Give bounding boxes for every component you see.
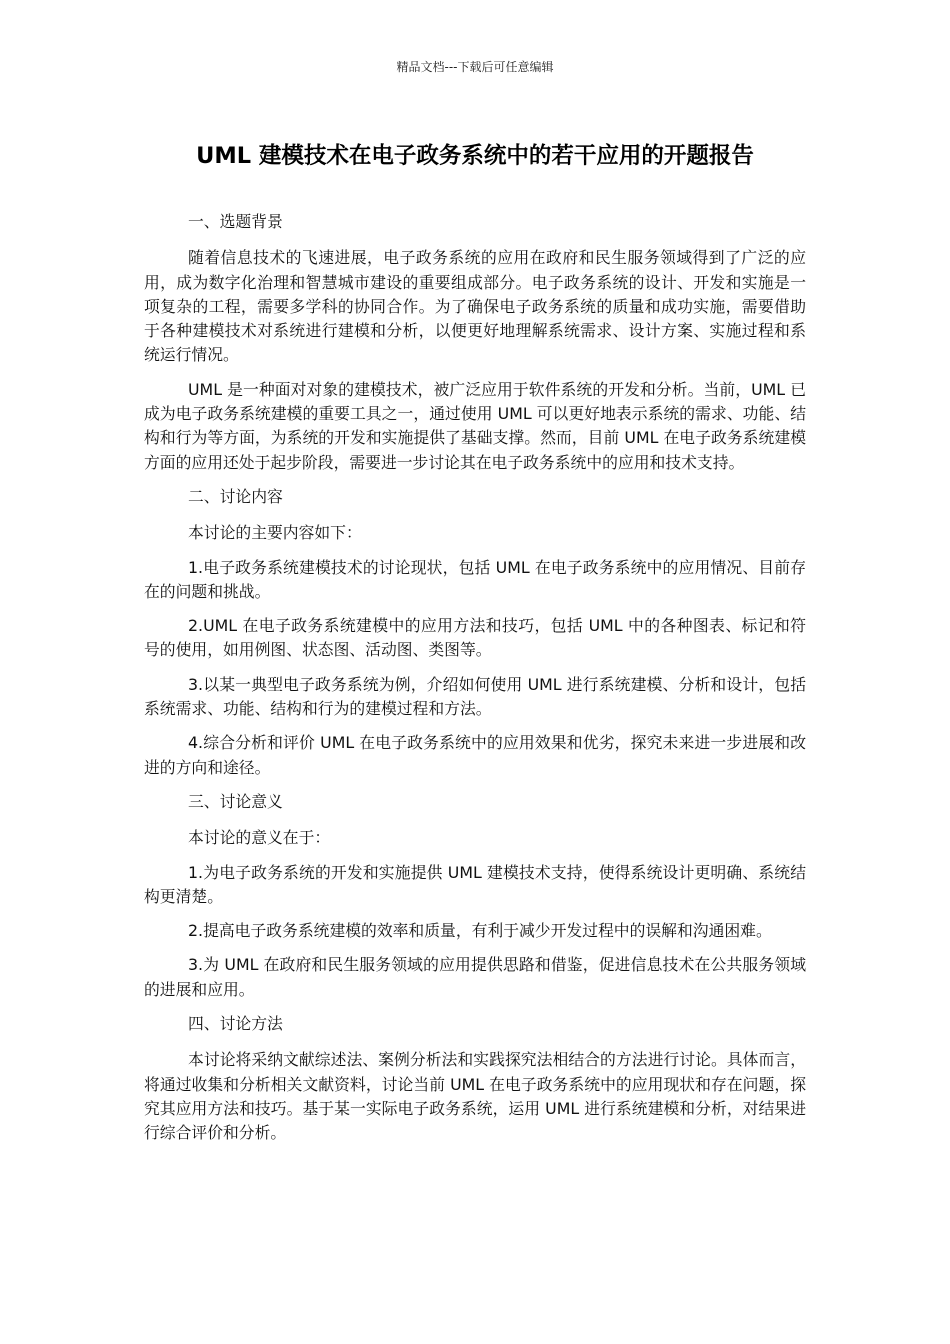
section-heading-background: 一、选题背景 <box>188 212 283 231</box>
paragraph: UML 是一种面对对象的建模技术，被广泛应用于软件系统的开发和分析。当前，UML 已成为电子政务系统建模的重要工具之一，通过使用 UML 可以更好地表示系统的需求、功能、结构和行为等方面，为系统的开发和实施提供了基础支撑。然而，目前 UML 在电子政务系统建模方面的应用还处于起步阶段，需要进一步讨论其在电子政务系统中的应用和技术支持。 <box>144 379 806 472</box>
list-item: 1.电子政务系统建模技术的讨论现状，包括 UML 在电子政务系统中的应用情况、目前存在的问题和挑战。 <box>144 557 806 601</box>
section-heading-significance: 三、讨论意义 <box>188 791 283 811</box>
section-heading-content: 二、讨论内容 <box>188 486 283 506</box>
document-body <box>144 210 806 1156</box>
paragraph: 本讨论的意义在于： <box>188 828 331 848</box>
list-item: 3.以某一典型电子政务系统为例，介绍如何使用 UML 进行系统建模、分析和设计，包括系统需求、功能、结构和行为的建模过程和方法。 <box>144 674 806 719</box>
paragraph: 本讨论将采纳文献综述法、案例分析法和实践探究法相结合的方法进行讨论。具体而言，将通过收集和分析相关文献资料，讨论当前 UML 在电子政务系统中的应用现状和存在问题，探究其应用方法和技巧。基于某一实际电子政务系统，运用 UML 进行系统建模和分析，对结果进行综合评价和分析。 <box>144 1050 806 1143</box>
list-item: 1.为电子政务系统的开发和实施提供 UML 建模技术支持，使得系统设计更明确、系统结构更清楚。 <box>144 862 806 906</box>
list-item: 3.为 UML 在政府和民生服务领域的应用提供思路和借鉴，促进信息技术在公共服务领域的进展和应用。 <box>144 955 806 999</box>
list-item: 2.提高电子政务系统建模的效率和质量，有利于减少开发过程中的误解和沟通困难。 <box>188 921 772 941</box>
section-heading-method: 四、讨论方法 <box>188 1014 283 1034</box>
paragraph: 随着信息技术的飞速进展，电子政务系统的应用在政府和民生服务领域得到了广泛的应用，成为数字化治理和智慧城市建设的重要组成部分。电子政务系统的设计、开发和实施是一项复杂的工程，需要多学科的协同合作。为了确保电子政务系统的质量和成功实施，需要借助于各种建模技术对系统进行建模和分析，以便更好地理解系统需求、设计方案、实施过程和系统运行情况。 <box>144 248 806 365</box>
page-header: 精品文档---下载后可任意编辑 <box>396 60 554 74</box>
paragraph: 本讨论的主要内容如下： <box>188 523 362 543</box>
list-item: 2.UML 在电子政务系统建模中的应用方法和技巧，包括 UML 中的各种图表、标记和符号的使用，如用例图、状态图、活动图、类图等。 <box>144 616 806 660</box>
document-title: UML 建模技术在电子政务系统中的若干应用的开题报告 <box>196 143 754 169</box>
list-item: 4.综合分析和评价 UML 在电子政务系统中的应用效果和优劣，探究未来进一步进展和改进的方向和途径。 <box>144 733 806 777</box>
